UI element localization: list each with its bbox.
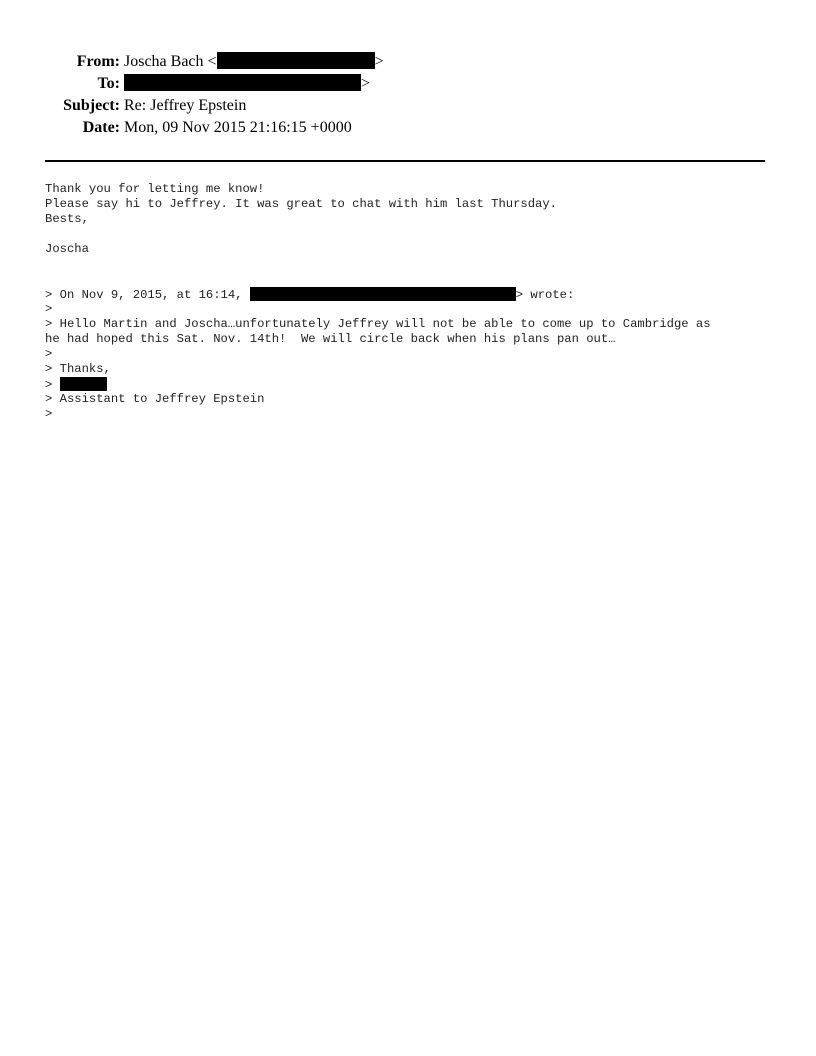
subject-value: Re: Jeffrey Epstein bbox=[124, 97, 247, 114]
body-line: Bests, bbox=[45, 212, 89, 226]
date-label: Date: bbox=[82, 119, 120, 136]
body-line: Thank you for letting me know! bbox=[45, 182, 265, 196]
subject-row bbox=[0, 95, 816, 117]
date-row bbox=[0, 117, 816, 139]
blank-line bbox=[45, 257, 770, 272]
date-value: Mon, 09 Nov 2015 21:16:15 +0000 bbox=[124, 119, 352, 136]
quote-intro bbox=[45, 287, 770, 302]
quote-thanks: > Thanks, bbox=[45, 362, 111, 376]
quote-empty-line: > bbox=[45, 302, 53, 316]
body-line: Please say hi to Jeffrey. It was great to chat with him last Thursday. bbox=[45, 197, 557, 211]
quote-intro-start: > On Nov 9, 2015, at 16:14, bbox=[45, 288, 250, 302]
redacted-from-email bbox=[217, 52, 375, 69]
quote-line: he had hoped this Sat. Nov. 14th! We will circle back when his plans pan out… bbox=[45, 332, 616, 346]
email-body bbox=[45, 182, 770, 422]
quote-prefix: > bbox=[45, 378, 60, 392]
from-row bbox=[0, 51, 816, 73]
to-label: To: bbox=[97, 75, 120, 92]
quote-line: > Hello Martin and Joscha…unfortunately Jeffrey will not be able to come up to Cambridge as bbox=[45, 317, 711, 331]
quote-intro-end: > wrote: bbox=[515, 288, 575, 302]
email-header bbox=[0, 51, 816, 139]
to-row bbox=[0, 73, 816, 95]
to-value bbox=[124, 73, 370, 95]
blank-line bbox=[45, 272, 770, 287]
redacted-assistant-name bbox=[60, 377, 107, 391]
signature: Joscha bbox=[45, 242, 89, 256]
from-label: From: bbox=[76, 53, 120, 70]
from-name: Joscha Bach < bbox=[124, 53, 217, 70]
from-close: > bbox=[374, 53, 384, 70]
redacted-to-email bbox=[124, 74, 361, 91]
from-value bbox=[124, 51, 384, 73]
blank-line bbox=[45, 227, 770, 242]
redacted-sender bbox=[250, 287, 516, 301]
to-close: > bbox=[361, 75, 371, 92]
quote-assistant: > Assistant to Jeffrey Epstein bbox=[45, 392, 265, 406]
header-divider bbox=[45, 160, 765, 162]
quote-empty-line: > bbox=[45, 407, 53, 421]
subject-label: Subject: bbox=[63, 97, 120, 114]
quote-empty-line: > bbox=[45, 347, 53, 361]
quote-redacted-name bbox=[45, 377, 770, 392]
